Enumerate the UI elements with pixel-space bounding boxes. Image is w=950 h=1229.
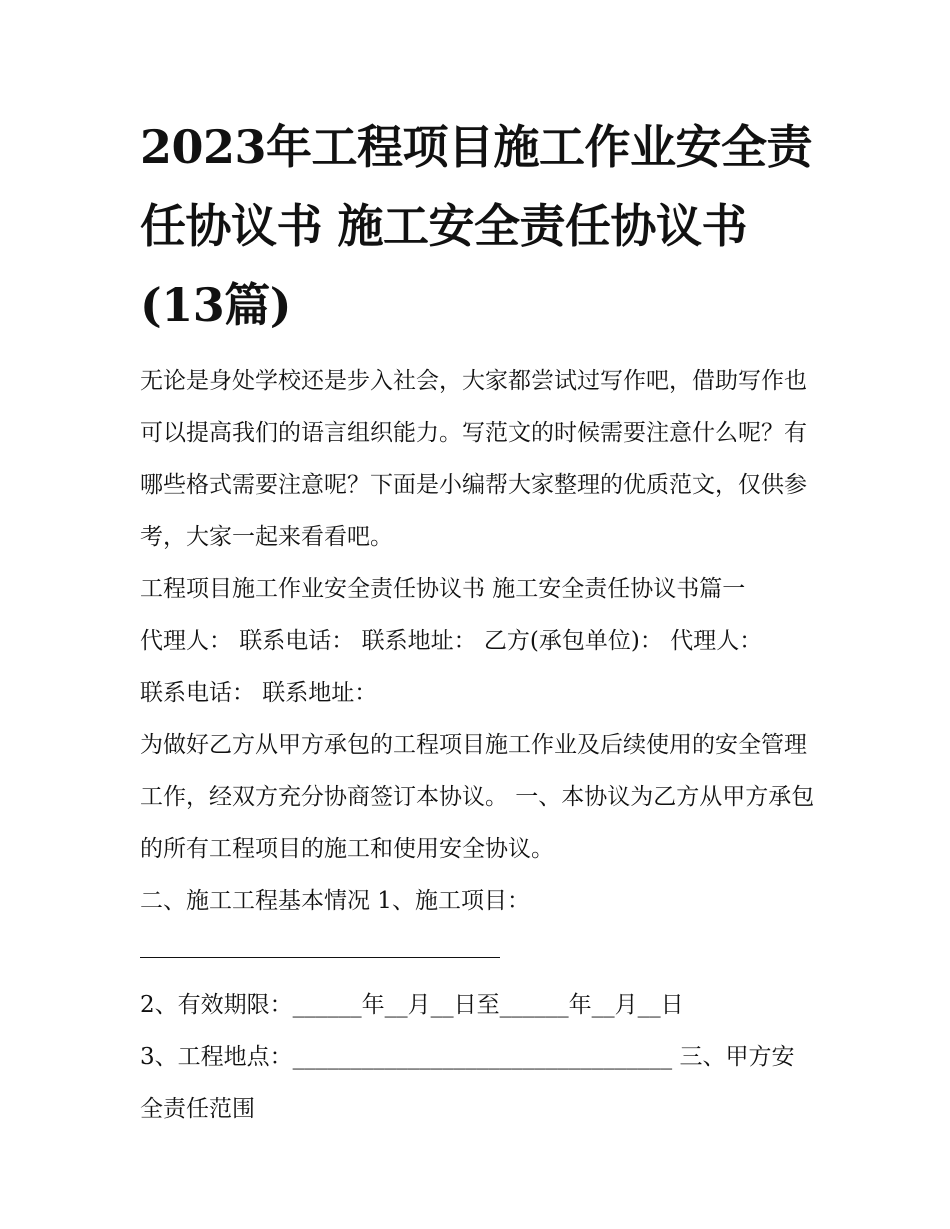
parties-line-1: 代理人： 联系电话： 联系地址： 乙方(承包单位)： 代理人： bbox=[140, 628, 763, 654]
document-title: 2023年工程项目施工作业安全责任协议书 施工安全责任协议书(13篇) bbox=[140, 120, 813, 332]
intro-paragraph: 无论是身处学校还是步入社会，大家都尝试过写作吧，借助写作也可以提高我们的语言组织能力。写范文的时候需要注意什么呢？有哪些格式需要注意呢？下面是小编帮大家整理的优质范文，仅供参考，大家一起来看看吧。 bbox=[140, 368, 807, 550]
purpose-paragraph: 为做好乙方从甲方承包的工程项目施工作业及后续使用的安全管理工作，经双方充分协商签订本协议。 一、本协议为乙方从甲方承包的所有工程项目的施工和使用安全协议。 bbox=[140, 732, 815, 862]
location-line: 3、工程地点：_________________________________ 三、甲方安全责任范围 bbox=[140, 1044, 795, 1122]
section-heading: 工程项目施工作业安全责任协议书 施工安全责任协议书篇一 bbox=[140, 576, 746, 602]
section-2-heading: 二、施工工程基本情况 1、施工项目： bbox=[140, 888, 530, 914]
parties-line-2: 联系电话： 联系地址： bbox=[140, 680, 378, 706]
underline-rule bbox=[140, 957, 500, 958]
validity-line: 2、有效期限：______年__月__日至______年__月__日 bbox=[140, 992, 684, 1018]
document-page bbox=[140, 108, 815, 1135]
project-blank-line bbox=[140, 927, 815, 979]
